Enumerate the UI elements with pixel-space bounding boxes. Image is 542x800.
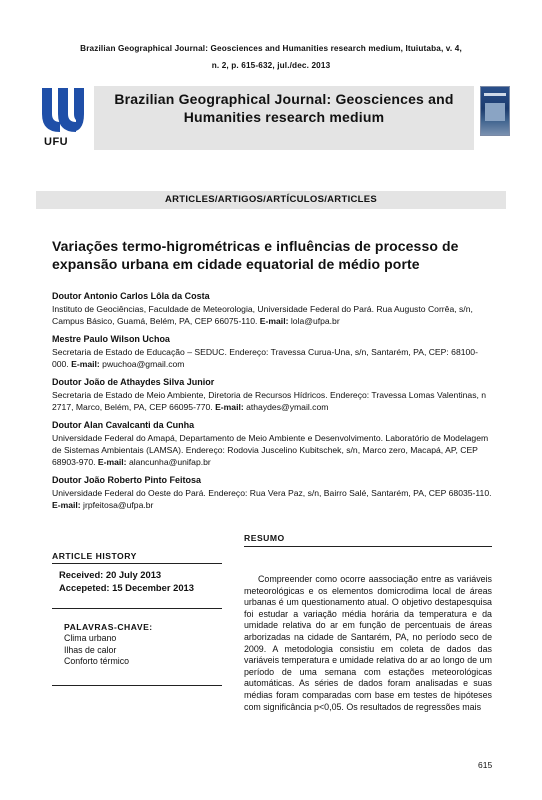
author-entry bbox=[52, 290, 492, 327]
journal-masthead bbox=[36, 84, 506, 154]
author-name: Doutor Antonio Carlos Lôla da Costa bbox=[52, 291, 210, 301]
email-label: E-mail: bbox=[52, 500, 81, 510]
keyword-item: Clima urbano bbox=[64, 633, 117, 643]
author-email[interactable]: lola@ufpa.br bbox=[290, 316, 340, 326]
email-label: E-mail: bbox=[71, 359, 100, 369]
keyword-item: Conforto térmico bbox=[64, 656, 130, 666]
logo-text: UFU bbox=[44, 136, 69, 148]
cover-title-band bbox=[484, 93, 506, 96]
abstract-text: Compreender como ocorre aassociação entre as variáveis meteorológicas e os elementos domicrodima local de áreas urbanas é um questionamento atual. O objetivo destapesquisa foi estudar a variação média horária da temperatura e da umidade relativa do ar em função de percentuais de áreas arborizadas na cidade de Santarém, PA, no período seco de 2009. A metodologia consistiu em coleta de dados das variáveis temperatura e umidade relativa do ar ao longo de um período de uma semana com estações meteorológicas automáticas. As séries de dados foram analisadas e suas médias foram comparadas com base em testes de hipóteses com significância p<0,05. Os resultados de regressões mais bbox=[244, 574, 492, 712]
author-entry bbox=[52, 474, 492, 511]
affiliation-text: Instituto de Geociências, Faculdade de Meteorologia, Universidade Federal do Pará. Rua Augusto Corrêa, s/n, Campus Básico, Guamá, Belém, PA, CEP 66075-110. bbox=[52, 304, 473, 326]
abstract-section bbox=[244, 533, 492, 713]
divider bbox=[52, 685, 222, 686]
journal-title: Brazilian Geographical Journal: Geosciences and Humanities research medium bbox=[114, 91, 454, 125]
author-affiliation bbox=[52, 303, 492, 327]
author-entry bbox=[52, 333, 492, 370]
author-name: Doutor João Roberto Pinto Feitosa bbox=[52, 475, 202, 485]
author-entry bbox=[52, 376, 492, 413]
abstract-heading: RESUMO bbox=[244, 533, 492, 547]
author-list bbox=[52, 290, 492, 517]
journal-title-box bbox=[94, 86, 474, 150]
author-entry bbox=[52, 419, 492, 468]
author-email[interactable]: alancunha@unifap.br bbox=[128, 457, 211, 467]
divider bbox=[52, 608, 222, 609]
affiliation-text: Secretaria de Estado de Meio Ambiente, Diretoria de Recursos Hídricos. Endereço: Travessa Lomas Valentinas, n 2717, Marco, Belém, PA, CEP 66095-770. bbox=[52, 390, 487, 412]
keyword-item: Ilhas de calor bbox=[64, 644, 117, 655]
article-history bbox=[52, 551, 222, 594]
email-label: E-mail: bbox=[215, 402, 244, 412]
received-date: Received: 20 July 2013 bbox=[59, 569, 162, 580]
citation-line-1: Brazilian Geographical Journal: Geosciences and Humanities research medium, Ituiutaba, v. 4, bbox=[80, 44, 462, 53]
cover-image bbox=[485, 103, 505, 121]
email-label: E-mail: bbox=[97, 457, 127, 467]
author-email[interactable]: athaydes@ymail.com bbox=[246, 402, 329, 412]
author-affiliation bbox=[52, 389, 492, 413]
accepted-date: Accepeted: 15 December 2013 bbox=[59, 581, 194, 593]
author-name: Doutor João de Athaydes Silva Junior bbox=[52, 377, 215, 387]
journal-cover-thumbnail bbox=[480, 86, 510, 136]
keywords-heading: PALAVRAS-CHAVE: bbox=[64, 622, 153, 632]
author-email[interactable]: jrpfeitosa@ufpa.br bbox=[83, 500, 154, 510]
author-name: Mestre Paulo Wilson Uchoa bbox=[52, 334, 170, 344]
affiliation-text: Universidade Federal do Amapá, Departamento de Meio Ambiente e Desenvolvimento. Laboratório de Modelagem de Sistemas Ambientais (LAMSA). Endereço: Rodovia Juscelino Kubitschek, s/n, Marco zero, Macapá, AP, CEP 68903-970. bbox=[52, 433, 489, 467]
article-title: Variações termo-higrométricas e influências de processo de expansão urbana em cidade equatorial de médio porte bbox=[52, 238, 459, 272]
keywords-box bbox=[64, 622, 204, 668]
author-email[interactable]: pwuchoa@gmail.com bbox=[102, 359, 185, 369]
author-affiliation bbox=[52, 346, 492, 370]
ufu-logo-icon bbox=[36, 84, 90, 136]
article-history-heading: ARTICLE HISTORY bbox=[52, 551, 222, 564]
affiliation-text: Universidade Federal do Oeste do Pará. Endereço: Rua Vera Paz, s/n, Bairro Salé, Santarém, PA, CEP 68035-110. bbox=[52, 488, 492, 498]
author-name: Doutor Alan Cavalcanti da Cunha bbox=[52, 420, 195, 430]
ufu-logo bbox=[36, 84, 90, 154]
journal-citation bbox=[36, 40, 506, 74]
email-label: E-mail: bbox=[259, 316, 289, 326]
author-affiliation bbox=[52, 487, 492, 511]
affiliation-text: Secretaria de Estado de Educação – SEDUC. Endereço: Travessa Curua-Una, s/n, Santarém, PA, CEP: 68100-000. bbox=[52, 347, 478, 369]
citation-line-2: n. 2, p. 615-632, jul./dec. 2013 bbox=[211, 61, 331, 70]
page-number: 615 bbox=[478, 760, 493, 770]
author-affiliation bbox=[52, 432, 492, 468]
section-label: ARTICLES/ARTIGOS/ARTÍCULOS/ARTICLES bbox=[36, 191, 506, 209]
